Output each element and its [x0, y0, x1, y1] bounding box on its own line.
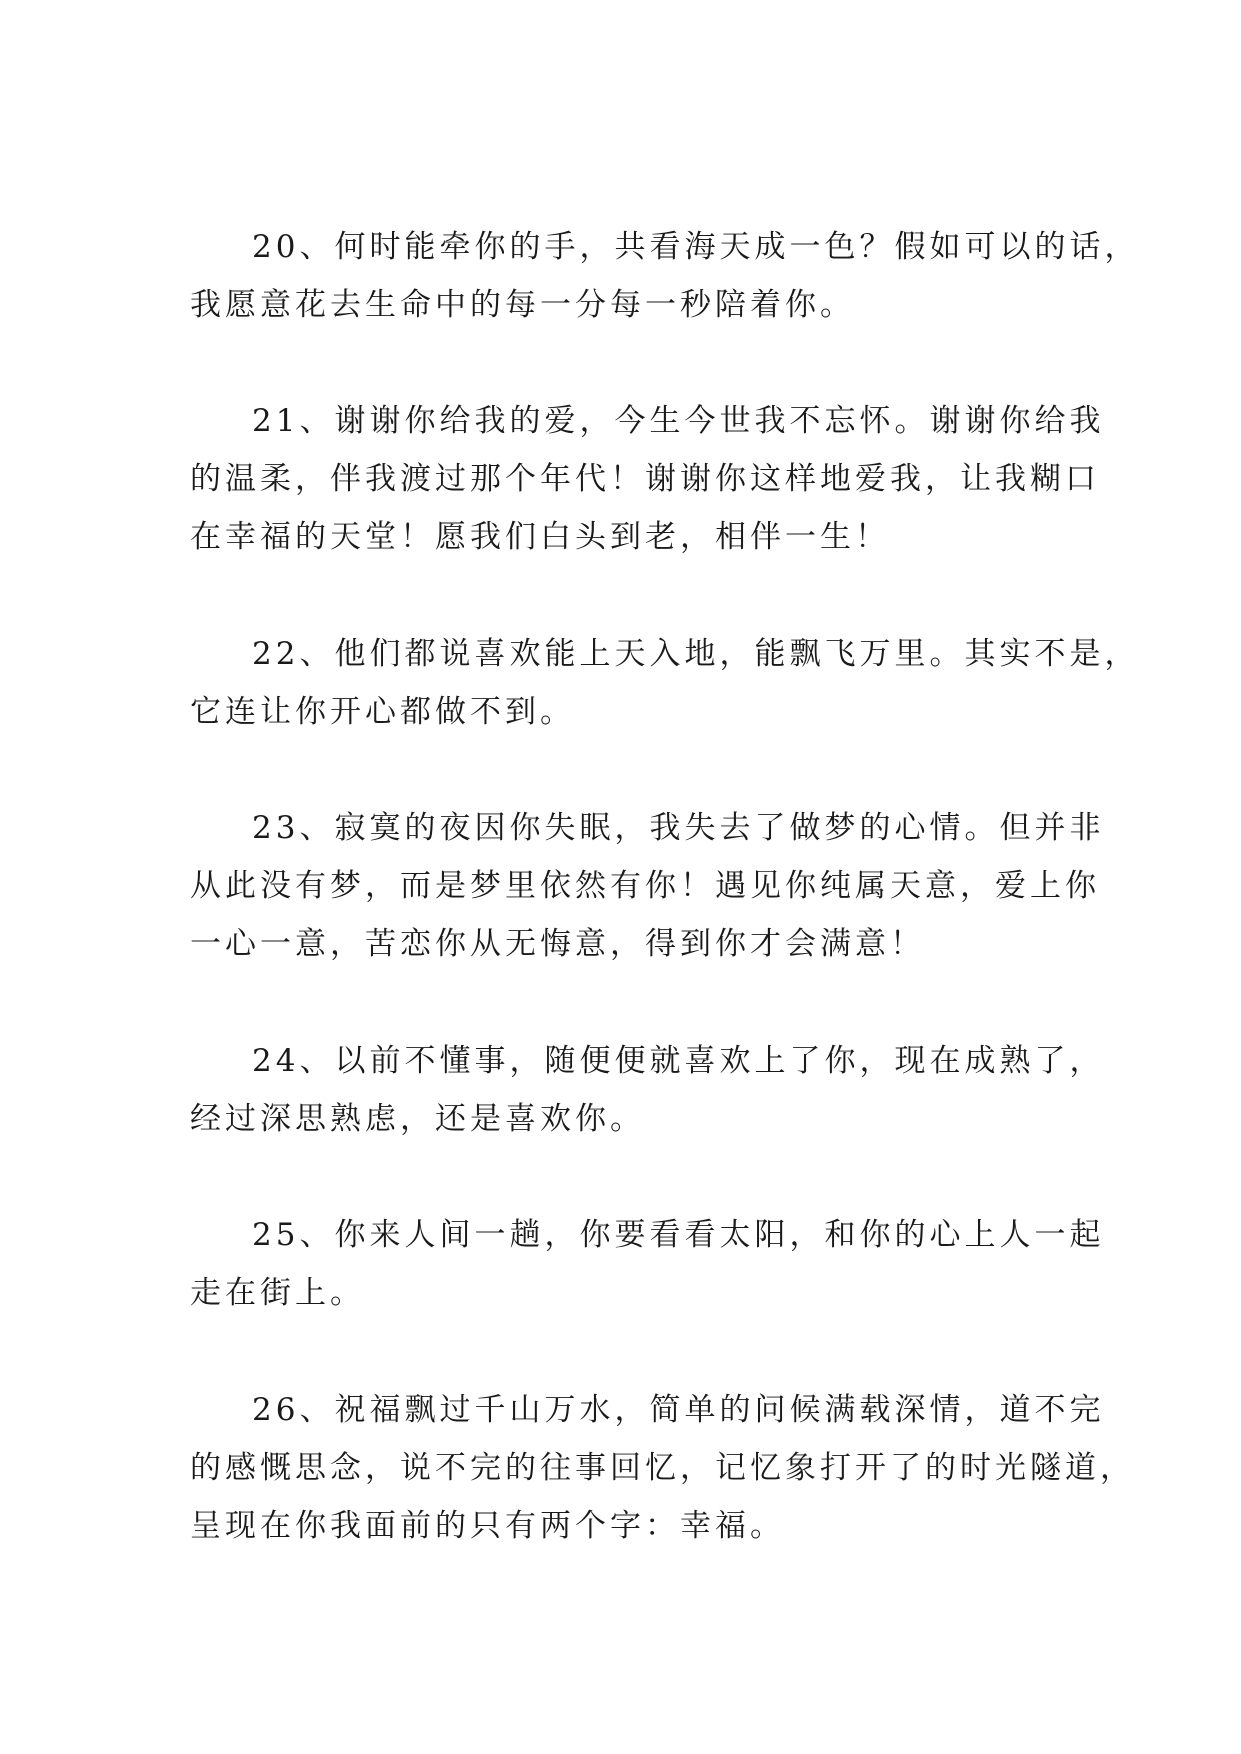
paragraph-line: 22、他们都说喜欢能上天入地，能飘飞万里。其实不是，: [252, 636, 1140, 672]
paragraph-22: [190, 625, 1140, 741]
paragraph-line: 从此没有梦，而是梦里依然有你！遇见你纯属天意，爱上你: [190, 868, 1100, 904]
paragraph-line: 一心一意，苦恋你从无悔意，得到你才会满意！: [190, 926, 925, 962]
paragraph-line: 23、寂寞的夜因你失眠，我失去了做梦的心情。但并非: [252, 810, 1105, 846]
paragraph-line: 26、祝福飘过千山万水，简单的问候满载深情，道不完: [252, 1392, 1105, 1428]
paragraph-line: 呈现在你我面前的只有两个字：幸福。: [190, 1508, 785, 1544]
paragraph-line: 20、何时能牵你的手，共看海天成一色？假如可以的话，: [252, 229, 1140, 265]
paragraph-25: [190, 1206, 1105, 1322]
paragraph-line: 24、以前不懂事，随便便就喜欢上了你，现在成熟了，: [252, 1043, 1105, 1079]
paragraph-line: 我愿意花去生命中的每一分每一秒陪着你。: [190, 287, 855, 323]
paragraph-23: [190, 799, 1105, 973]
paragraph-26: [190, 1381, 1135, 1555]
paragraph-line: 在幸福的天堂！愿我们白头到老，相伴一生！: [190, 519, 890, 555]
paragraph-line: 走在街上。: [190, 1275, 365, 1311]
paragraph-line: 21、谢谢你给我的爱，今生今世我不忘怀。谢谢你给我: [252, 403, 1105, 439]
paragraph-line: 的温柔，伴我渡过那个年代！谢谢你这样地爱我，让我糊口: [190, 461, 1100, 497]
paragraph-line: 的感慨思念，说不完的往事回忆，记忆象打开了的时光隧道，: [190, 1450, 1135, 1486]
paragraph-21: [190, 392, 1105, 566]
paragraph-line: 它连让你开心都做不到。: [190, 694, 575, 730]
paragraph-line: 25、你来人间一趟，你要看看太阳，和你的心上人一起: [252, 1217, 1105, 1253]
paragraph-20: [190, 218, 1140, 334]
paragraph-line: 经过深思熟虑，还是喜欢你。: [190, 1101, 645, 1137]
paragraph-24: [190, 1032, 1105, 1148]
